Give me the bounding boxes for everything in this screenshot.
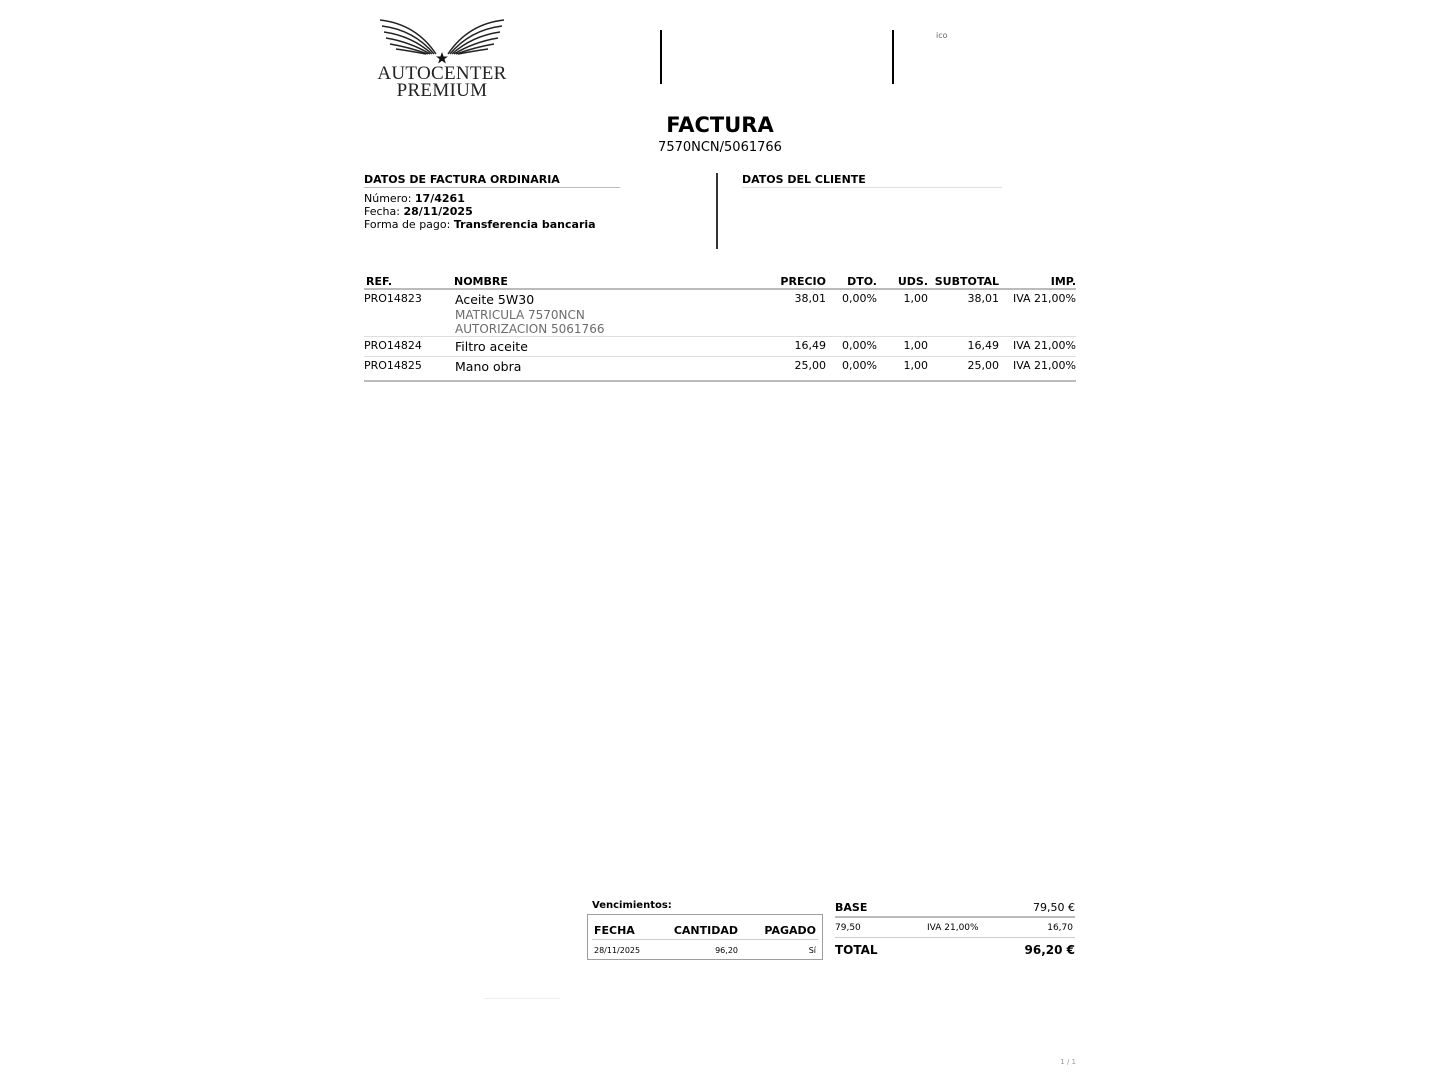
col-header-subtotal: SUBTOTAL <box>934 275 999 288</box>
payment-method <box>364 218 596 231</box>
invoice-date-value: 28/11/2025 <box>403 205 473 218</box>
totals-divider <box>835 916 1075 918</box>
cell-precio: 16,49 <box>794 339 826 352</box>
invoice-data-heading: DATOS DE FACTURA ORDINARIA <box>364 173 560 186</box>
tax-label: IVA 21,00% <box>927 923 979 933</box>
total-value: 96,20 € <box>1024 943 1075 957</box>
page-number: 1 / 1 <box>1060 1058 1076 1066</box>
payment-method-value: Transferencia bancaria <box>453 218 596 231</box>
cell-dto: 0,00% <box>842 292 877 305</box>
row-divider <box>364 356 1076 357</box>
invoice-number <box>364 192 465 205</box>
totals-divider <box>835 937 1075 938</box>
client-data-heading: DATOS DEL CLIENTE <box>742 173 866 186</box>
col-header-uds: UDS. <box>897 275 928 288</box>
header-divider <box>660 30 662 84</box>
table-row <box>364 339 1076 355</box>
cell-uds: 1,00 <box>903 359 928 372</box>
tax-base: 79,50 <box>835 923 861 933</box>
cell-ref: PRO14824 <box>364 339 422 352</box>
venc-header-pagado: PAGADO <box>764 924 816 937</box>
row-divider <box>364 336 1076 337</box>
venc-divider <box>592 939 818 940</box>
cell-precio: 25,00 <box>794 359 826 372</box>
winged-star-icon <box>376 16 508 66</box>
base-value: 79,50 € <box>1033 901 1075 914</box>
invoice-number-value: 17/4261 <box>414 192 465 205</box>
logo-text-line2: PREMIUM <box>396 80 488 101</box>
cell-imp: IVA 21,00% <box>1012 292 1076 305</box>
total-label: TOTAL <box>835 943 878 957</box>
venc-fecha: 28/11/2025 <box>594 946 641 955</box>
col-header-nombre: NOMBRE <box>454 275 508 288</box>
document-title: FACTURA <box>666 113 774 137</box>
cell-nombre: Aceite 5W30 <box>455 292 535 307</box>
section-underline <box>364 187 620 188</box>
table-row <box>364 359 1076 375</box>
col-header-ref: REF. <box>366 275 393 288</box>
header-underline <box>364 288 1076 290</box>
invoice-date-label: Fecha: <box>364 205 400 218</box>
cell-uds: 1,00 <box>903 292 928 305</box>
venc-pagado: Sí <box>808 946 816 955</box>
cell-subtotal: 16,49 <box>967 339 999 352</box>
cell-ref: PRO14825 <box>364 359 422 372</box>
venc-cantidad: 96,20 <box>715 946 738 955</box>
cell-imp: IVA 21,00% <box>1012 359 1076 372</box>
document-subtitle: 7570NCN/5061766 <box>658 140 782 155</box>
venc-header-cantidad: CANTIDAD <box>673 924 738 937</box>
invoice-number-label: Número: <box>364 192 412 205</box>
cell-subtotal: 25,00 <box>967 359 999 372</box>
vencimientos-table <box>587 914 823 960</box>
col-header-dto: DTO. <box>847 275 877 288</box>
section-underline <box>742 187 1002 188</box>
invoice-date <box>364 205 473 218</box>
base-label: BASE <box>835 901 868 914</box>
tax-amount: 16,70 <box>1047 923 1073 933</box>
cell-ref: PRO14823 <box>364 292 422 305</box>
col-header-precio: PRECIO <box>780 275 826 288</box>
base-row <box>835 901 1075 915</box>
header-divider <box>892 30 894 84</box>
cell-nombre: Filtro aceite <box>455 339 528 354</box>
tax-row <box>835 923 1075 935</box>
cell-desc-line2: AUTORIZACION 5061766 <box>455 322 605 336</box>
footer-line <box>484 998 560 999</box>
cell-subtotal: 38,01 <box>967 292 999 305</box>
col-header-imp: IMP. <box>1050 275 1076 288</box>
cell-nombre: Mano obra <box>455 359 522 374</box>
cell-dto: 0,00% <box>842 339 877 352</box>
logo-text-line1: AUTOCENTER <box>377 63 507 84</box>
cell-precio: 38,01 <box>794 292 826 305</box>
table-row <box>364 292 1076 336</box>
cell-uds: 1,00 <box>903 339 928 352</box>
total-row <box>835 943 1075 959</box>
venc-header-fecha: FECHA <box>594 924 635 937</box>
contact-info-fragment: ico <box>936 31 948 40</box>
table-bottom-line <box>364 380 1076 382</box>
company-logo <box>376 16 508 102</box>
section-divider <box>716 173 718 249</box>
cell-dto: 0,00% <box>842 359 877 372</box>
payment-method-label: Forma de pago: <box>364 218 451 231</box>
cell-desc-line1: MATRICULA 7570NCN <box>455 308 585 322</box>
cell-imp: IVA 21,00% <box>1012 339 1076 352</box>
vencimientos-label: Vencimientos: <box>592 900 672 911</box>
